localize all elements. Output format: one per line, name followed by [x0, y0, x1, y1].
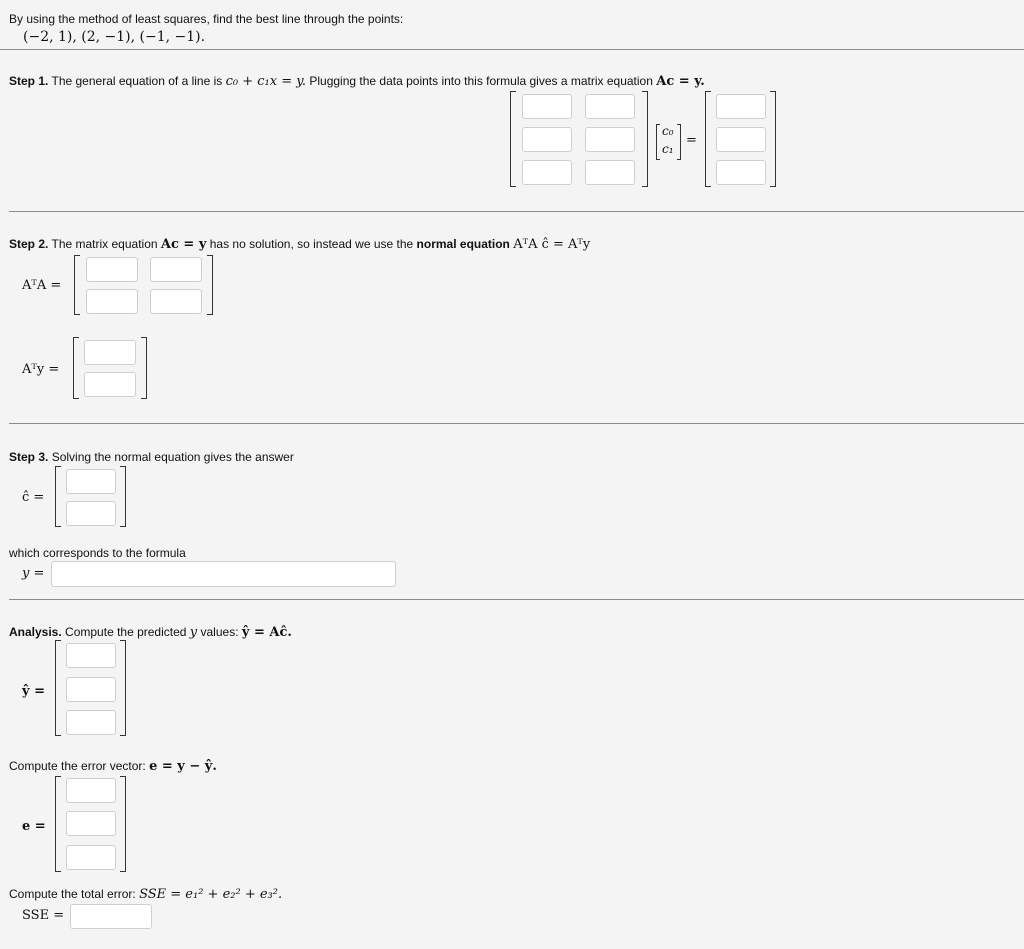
chat-right-bracket: [120, 466, 126, 527]
c-vector-left-bracket: [656, 124, 660, 160]
yhat-r3-input[interactable]: [66, 710, 116, 735]
analysis-label: Analysis.: [9, 625, 62, 639]
matrix-a-right-bracket: [642, 91, 648, 187]
matrix-a-r1c1-input[interactable]: [522, 94, 572, 119]
problem-prompt: By using the method of least squares, find the best line through the points:: [9, 12, 404, 26]
yhat-r2-input[interactable]: [66, 677, 116, 702]
aty-r2-input[interactable]: [84, 372, 136, 397]
c-vector-right-bracket: [677, 124, 681, 160]
sse-label: SSE =: [22, 908, 65, 923]
step3-text: [9, 450, 294, 464]
step2-text: [9, 237, 590, 252]
step1-line-equation: c₀ + c₁x = y.: [225, 74, 307, 89]
analysis-text-b: values:: [200, 625, 239, 639]
chat-r2-input[interactable]: [66, 501, 116, 526]
step3-text-content: Solving the normal equation gives the answer: [51, 450, 294, 464]
analysis-text-content: Compute the predicted: [65, 625, 187, 639]
sse-text: [9, 887, 282, 902]
ata-label: AᵀA =: [22, 278, 62, 293]
ata-r2c2-input[interactable]: [150, 289, 202, 314]
step2-text-b: has no solution, so instead we use the: [209, 237, 414, 251]
matrix-a-r2c1-input[interactable]: [522, 127, 572, 152]
ata-r2c1-input[interactable]: [86, 289, 138, 314]
analysis-yhat-equation: ŷ = Aĉ.: [241, 625, 292, 640]
chat-left-bracket: [55, 466, 61, 527]
yhat-r1-input[interactable]: [66, 643, 116, 668]
matrix-a-r2c2-input[interactable]: [585, 127, 635, 152]
ata-r1c1-input[interactable]: [86, 257, 138, 282]
analysis-y-variable: y: [189, 625, 198, 640]
y-vector-r1-input[interactable]: [716, 94, 766, 119]
step1-text: [9, 74, 705, 89]
divider-2: [9, 211, 1024, 212]
matrix-a-r3c2-input[interactable]: [585, 160, 635, 185]
y-vector-left-bracket: [705, 91, 711, 187]
step1-matrix-equation: Ac = y.: [656, 74, 705, 89]
divider-3: [9, 423, 1024, 424]
y-vector-right-bracket: [770, 91, 776, 187]
c0-symbol: c₀: [662, 124, 674, 138]
error-equation: e = y − ŷ.: [149, 759, 217, 774]
sse-equation: SSE = e₁² + e₂² + e₃².: [139, 887, 283, 902]
step3-label: Step 3.: [9, 450, 49, 464]
error-text-content: Compute the error vector:: [9, 759, 146, 773]
sse-input[interactable]: [70, 904, 152, 929]
matrix-a-r1c2-input[interactable]: [585, 94, 635, 119]
formula-text: which corresponds to the formula: [9, 546, 186, 560]
divider-4: [9, 599, 1024, 600]
step1-label: Step 1.: [9, 74, 49, 88]
analysis-text: [9, 625, 292, 640]
aty-left-bracket: [73, 337, 79, 399]
step1-equals: =: [686, 133, 697, 148]
ata-r1c2-input[interactable]: [150, 257, 202, 282]
error-text: [9, 759, 217, 774]
e-left-bracket: [55, 776, 61, 872]
step1-text-b: Plugging the data points into this formula gives a matrix equation: [309, 74, 653, 88]
aty-right-bracket: [141, 337, 147, 399]
y-formula-input[interactable]: [51, 561, 396, 587]
step2-normal-equation-term: normal equation: [416, 237, 510, 251]
step1-text-a: The general equation of a line is: [51, 74, 223, 88]
e-r3-input[interactable]: [66, 845, 116, 870]
chat-label: ĉ =: [22, 490, 45, 505]
chat-r1-input[interactable]: [66, 469, 116, 494]
ata-left-bracket: [74, 255, 80, 315]
ata-right-bracket: [207, 255, 213, 315]
matrix-a-left-bracket: [510, 91, 516, 187]
step2-label: Step 2.: [9, 237, 49, 251]
problem-points: (−2, 1), (2, −1), (−1, −1).: [23, 29, 206, 45]
step2-matrix-equation: Ac = y: [160, 237, 207, 252]
e-label: e =: [22, 819, 46, 834]
y-vector-r3-input[interactable]: [716, 160, 766, 185]
e-r2-input[interactable]: [66, 811, 116, 836]
aty-label: Aᵀy =: [22, 362, 60, 377]
c1-symbol: c₁: [662, 142, 674, 156]
step2-text-a: The matrix equation: [51, 237, 158, 251]
yhat-right-bracket: [120, 640, 126, 736]
sse-text-content: Compute the total error:: [9, 887, 136, 901]
yhat-label: ŷ =: [22, 684, 45, 699]
aty-r1-input[interactable]: [84, 340, 136, 365]
yhat-left-bracket: [55, 640, 61, 736]
matrix-a-r3c1-input[interactable]: [522, 160, 572, 185]
e-right-bracket: [120, 776, 126, 872]
y-vector-r2-input[interactable]: [716, 127, 766, 152]
e-r1-input[interactable]: [66, 778, 116, 803]
step2-normal-equation: AᵀA ĉ = Aᵀy: [513, 237, 591, 252]
divider-1: [0, 49, 1024, 50]
y-formula-label: y =: [22, 566, 45, 581]
